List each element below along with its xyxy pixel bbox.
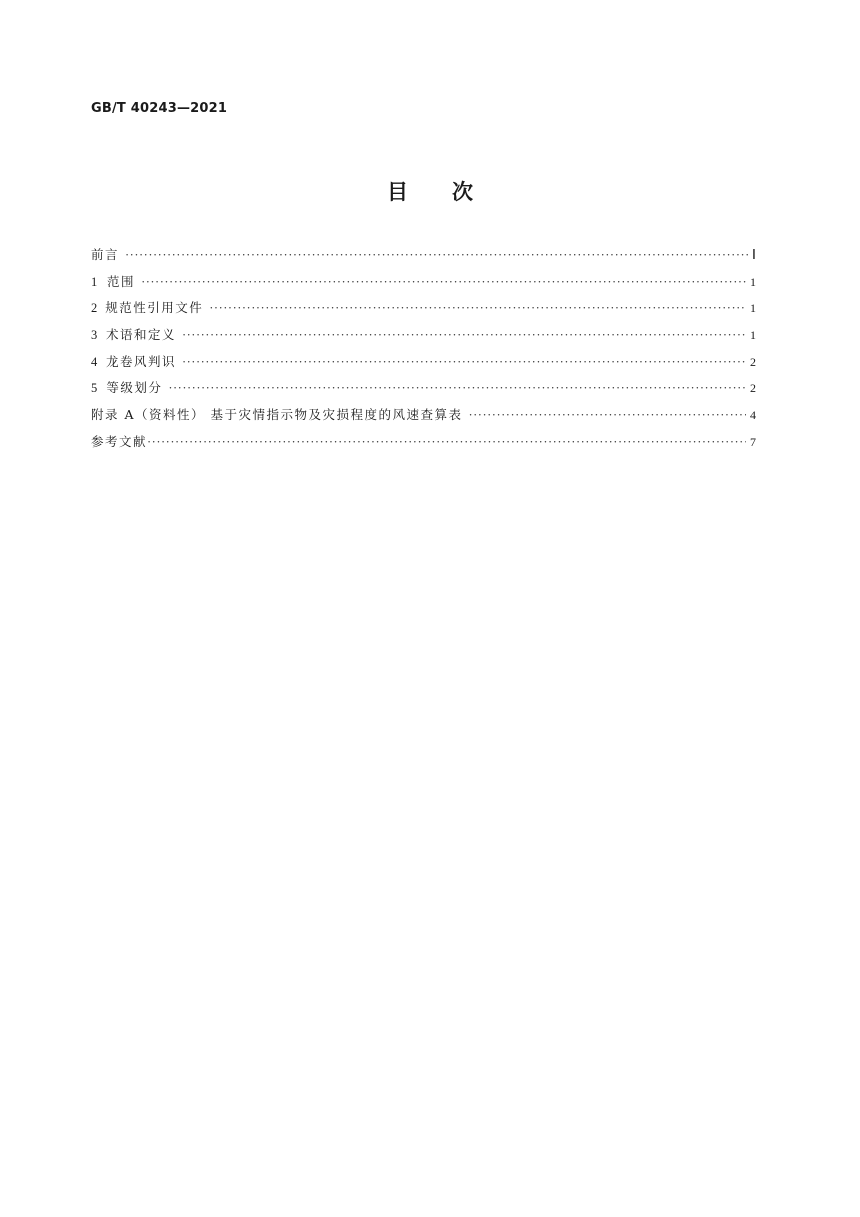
- toc-dot-leader: [468, 408, 746, 423]
- toc-entry-label: 附录 A（资料性） 基于灾情指示物及灾损程度的风速查算表: [91, 407, 463, 423]
- toc-entry-page: Ⅰ: [751, 248, 756, 263]
- toc-entry-scope[interactable]: [91, 272, 756, 299]
- toc-entry-foreword[interactable]: [91, 245, 756, 272]
- toc-entry-label: 术语和定义: [105, 327, 176, 343]
- toc-entry-label: 等级划分: [106, 380, 163, 396]
- toc-entry-page: 1: [750, 274, 756, 289]
- toc-dot-leader: [168, 381, 746, 396]
- toc-entry-number: 2: [91, 301, 98, 316]
- toc-dot-leader: [141, 275, 746, 290]
- toc-entry-normative-references[interactable]: [91, 298, 756, 325]
- toc-entry-number: 4: [91, 354, 98, 369]
- toc-entry-tornado-identification[interactable]: [91, 352, 756, 379]
- toc-entry-page: 2: [750, 381, 756, 396]
- table-of-contents: [91, 245, 756, 459]
- toc-dot-leader: [147, 435, 746, 450]
- toc-dot-leader: [125, 248, 748, 263]
- toc-title: 目次: [387, 180, 517, 204]
- toc-entry-label: 规范性引用文件: [105, 300, 204, 316]
- toc-entry-appendix-a[interactable]: [91, 405, 756, 432]
- toc-entry-page: 7: [750, 434, 756, 449]
- toc-entry-label: 参考文献: [91, 433, 148, 449]
- toc-entry-page: 1: [750, 328, 756, 343]
- toc-dot-leader: [182, 355, 746, 370]
- toc-entry-number: 5: [91, 381, 98, 396]
- toc-entry-label: 前言: [91, 247, 120, 262]
- toc-entry-label: 范围: [107, 273, 136, 289]
- toc-entry-number: 3: [91, 328, 98, 343]
- toc-entry-page: 4: [750, 408, 756, 423]
- toc-dot-leader: [209, 301, 746, 316]
- toc-entry-grade-classification[interactable]: [91, 378, 756, 405]
- toc-entry-terms-definitions[interactable]: [91, 325, 756, 352]
- toc-entry-page: 2: [750, 354, 756, 369]
- toc-entry-number: 1: [91, 274, 98, 289]
- toc-entry-bibliography[interactable]: [91, 432, 756, 459]
- toc-entry-page: 1: [750, 301, 756, 316]
- toc-dot-leader: [182, 328, 746, 343]
- toc-entry-label: 龙卷风判识: [105, 353, 176, 369]
- standard-code: GB/T 40243—2021: [91, 101, 228, 116]
